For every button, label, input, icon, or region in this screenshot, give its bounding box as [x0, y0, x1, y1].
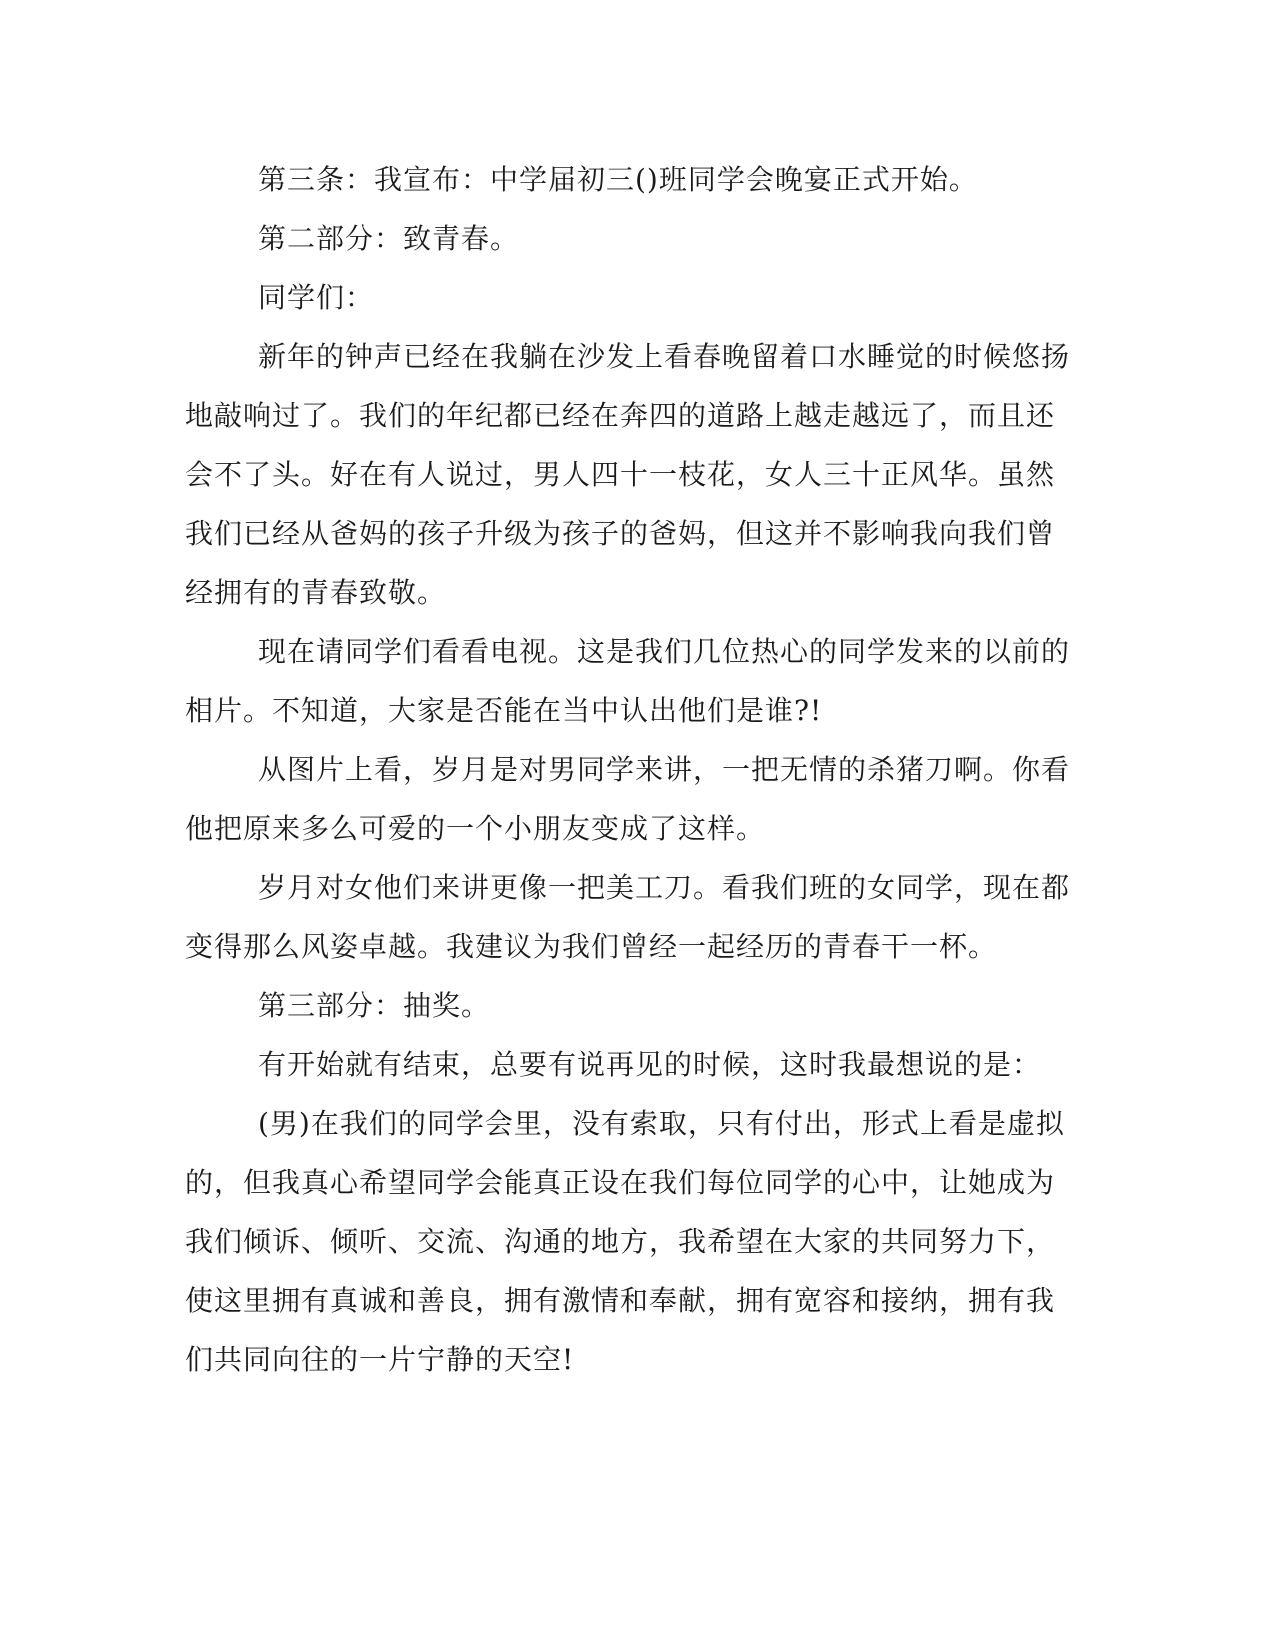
text-line: 有开始就有结束，总要有说再见的时候，这时我最想说的是： [258, 1048, 1042, 1081]
text-line: (男)在我们的同学会里，没有索取，只有付出，形式上看是虚拟 [258, 1107, 1065, 1140]
section-heading: 第二部分：致青春。 [258, 222, 520, 255]
text-line: 的，但我真心希望同学会能真正设在我们每位同学的心中，让她成为 [185, 1166, 1056, 1199]
text-line: 第三条：我宣布：中学届初三()班同学会晚宴正式开始。 [258, 163, 978, 196]
text-line: 从图片上看，岁月是对男同学来讲，一把无情的杀猪刀啊。你看 [258, 753, 1071, 786]
text-line: 岁月对女他们来讲更像一把美工刀。看我们班的女同学，现在都 [258, 871, 1071, 904]
text-line: 我们倾诉、倾听、交流、沟通的地方，我希望在大家的共同努力下， [185, 1225, 1056, 1258]
text-line: 我们已经从爸妈的孩子升级为孩子的爸妈，但这并不影响我向我们曾 [185, 517, 1056, 550]
text-line: 会不了头。好在有人说过，男人四十一枝花，女人三十正风华。虽然 [185, 458, 1056, 491]
text-line: 相片。不知道，大家是否能在当中认出他们是谁?! [185, 694, 823, 727]
text-line: 经拥有的青春致敬。 [185, 576, 447, 609]
text-line: 地敲响过了。我们的年纪都已经在奔四的道路上越走越远了，而且还 [185, 399, 1056, 432]
text-line: 他把原来多么可爱的一个小朋友变成了这样。 [185, 812, 766, 845]
text-line: 新年的钟声已经在我躺在沙发上看春晚留着口水睡觉的时候悠扬 [258, 340, 1071, 373]
text-line: 同学们： [258, 281, 375, 314]
text-line: 使这里拥有真诚和善良，拥有激情和奉献，拥有宽容和接纳，拥有我 [185, 1284, 1056, 1317]
text-line: 现在请同学们看看电视。这是我们几位热心的同学发来的以前的 [258, 635, 1071, 668]
section-heading: 第三部分：抽奖。 [258, 989, 491, 1022]
text-line: 们共同向往的一片宁静的天空! [185, 1343, 575, 1376]
text-line: 变得那么风姿卓越。我建议为我们曾经一起经历的青春干一杯。 [185, 930, 998, 963]
